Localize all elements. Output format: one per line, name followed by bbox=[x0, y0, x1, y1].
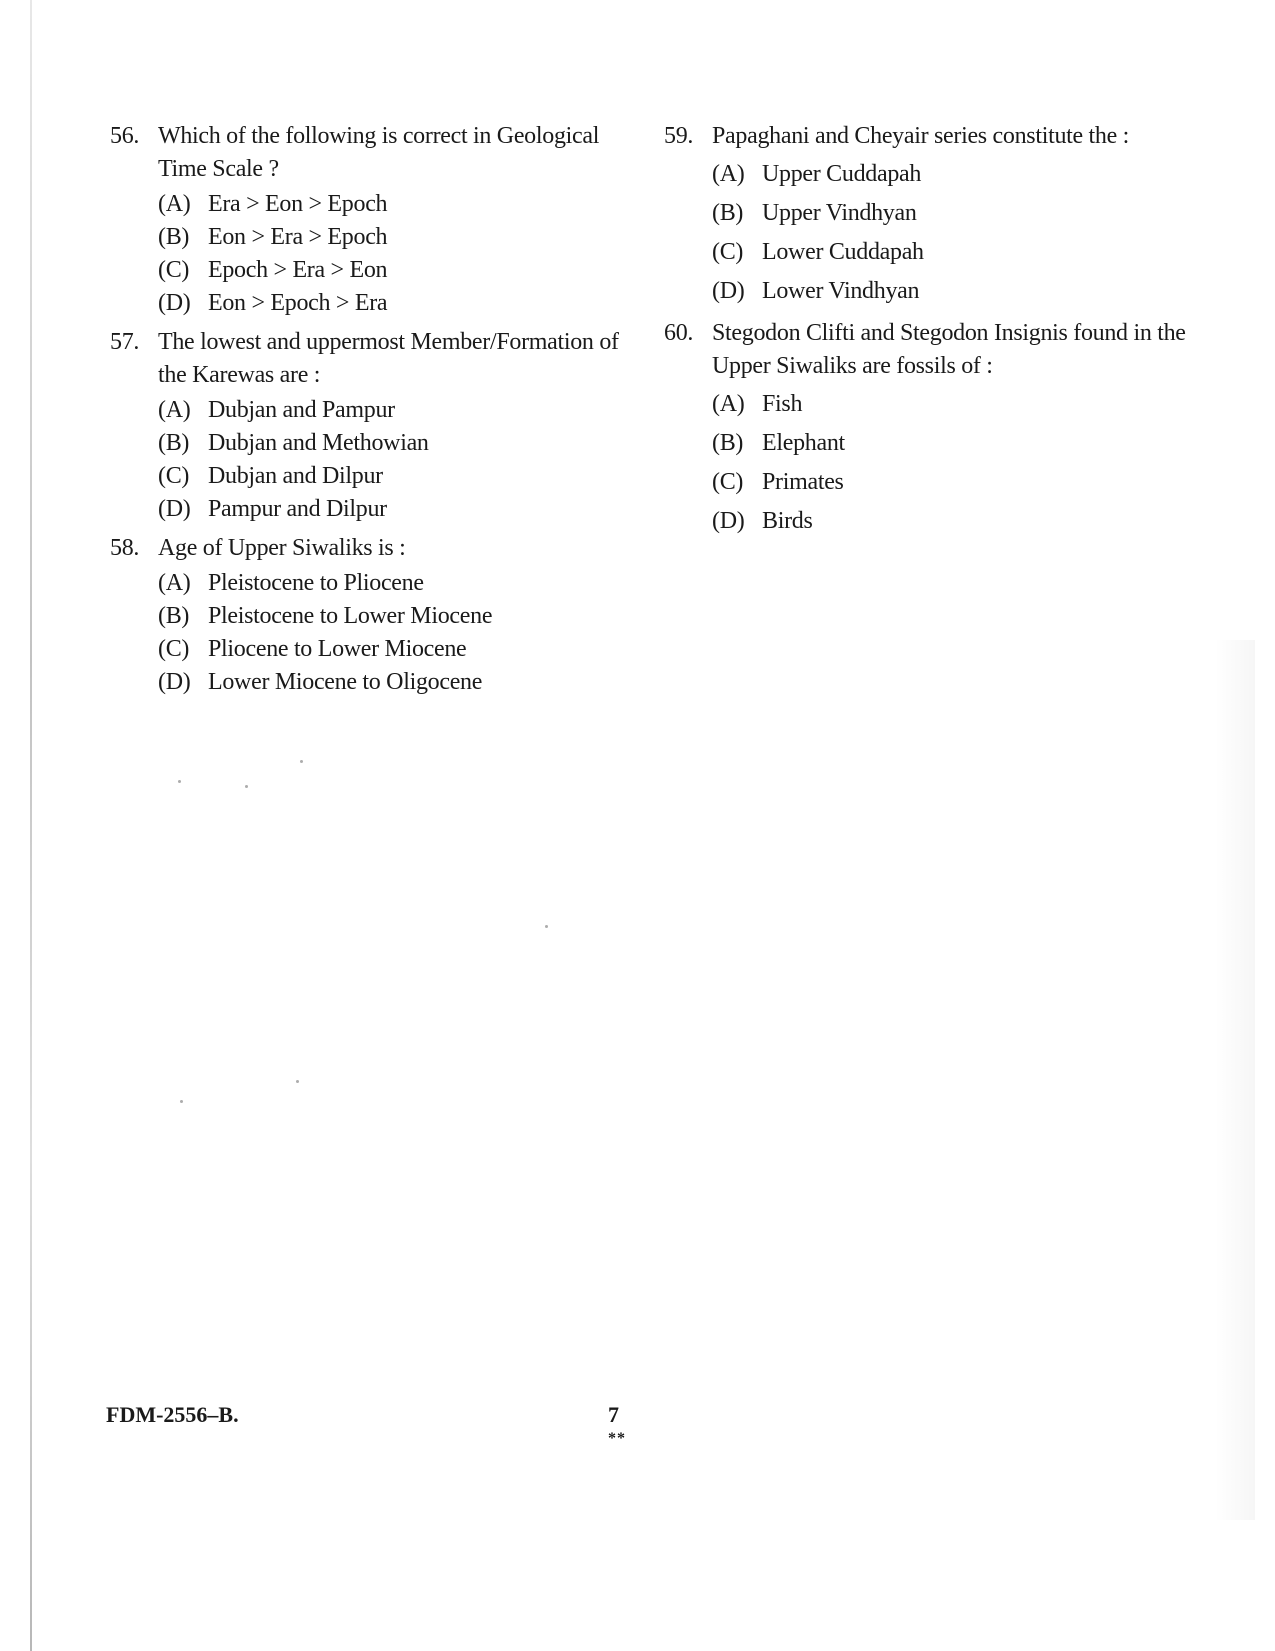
option-text: Eon > Era > Epoch bbox=[208, 224, 388, 250]
scan-speck bbox=[545, 925, 548, 928]
option-label: (D) bbox=[158, 290, 191, 316]
option-text: Upper Cuddapah bbox=[762, 161, 922, 187]
option-b bbox=[158, 221, 650, 254]
option-list bbox=[712, 155, 1204, 311]
option-d bbox=[712, 502, 1204, 541]
question-57 bbox=[110, 326, 650, 526]
question-number: 58. bbox=[110, 535, 140, 561]
option-text: Lower Miocene to Oligocene bbox=[208, 669, 483, 695]
option-d bbox=[712, 272, 1204, 311]
scan-speck bbox=[245, 785, 248, 788]
option-text: Era > Eon > Epoch bbox=[208, 191, 388, 217]
paper-code: FDM-2556–B. bbox=[106, 1402, 239, 1427]
option-list bbox=[158, 567, 650, 699]
option-list bbox=[712, 385, 1204, 541]
option-c bbox=[712, 233, 1204, 272]
option-b bbox=[158, 600, 650, 633]
scan-speck bbox=[300, 760, 303, 763]
option-d bbox=[158, 666, 650, 699]
option-a bbox=[712, 155, 1204, 194]
option-b bbox=[712, 194, 1204, 233]
option-text: Pleistocene to Lower Miocene bbox=[208, 603, 493, 629]
left-column bbox=[110, 120, 650, 705]
question-number: 56. bbox=[110, 123, 140, 149]
option-text: Upper Vindhyan bbox=[762, 200, 917, 226]
question-56 bbox=[110, 120, 650, 320]
option-label: (D) bbox=[158, 669, 191, 695]
option-text: Dubjan and Methowian bbox=[208, 430, 429, 456]
option-c bbox=[712, 463, 1204, 502]
option-text: Dubjan and Dilpur bbox=[208, 463, 383, 489]
option-text: Fish bbox=[762, 391, 803, 417]
option-text: Pampur and Dilpur bbox=[208, 496, 387, 522]
option-label: (A) bbox=[158, 397, 191, 423]
footer-stars: ** bbox=[608, 1430, 626, 1447]
question-text: Papaghani and Cheyair series constitute the : bbox=[712, 123, 1130, 149]
option-label: (B) bbox=[158, 430, 190, 456]
option-label: (B) bbox=[712, 430, 744, 456]
question-number: 60. bbox=[664, 320, 694, 346]
option-label: (D) bbox=[712, 508, 745, 534]
page-footer bbox=[106, 1402, 1166, 1462]
option-text: Lower Cuddapah bbox=[762, 239, 924, 265]
option-text: Pliocene to Lower Miocene bbox=[208, 636, 467, 662]
option-text: Elephant bbox=[762, 430, 845, 456]
right-column bbox=[664, 120, 1204, 547]
option-text: Birds bbox=[762, 508, 813, 534]
option-label: (B) bbox=[158, 603, 190, 629]
option-label: (C) bbox=[158, 463, 190, 489]
page-number: 7 bbox=[608, 1402, 619, 1427]
option-text: Pleistocene to Pliocene bbox=[208, 570, 424, 596]
option-label: (C) bbox=[158, 636, 190, 662]
question-number: 57. bbox=[110, 329, 140, 355]
option-d bbox=[158, 287, 650, 320]
question-text: Age of Upper Siwaliks is : bbox=[158, 535, 406, 561]
scan-speck bbox=[296, 1080, 299, 1083]
option-text: Primates bbox=[762, 469, 844, 495]
option-a bbox=[712, 385, 1204, 424]
option-list bbox=[158, 394, 650, 526]
question-text: Stegodon Clifti and Stegodon Insignis found in the Upper Siwaliks are fossils of : bbox=[712, 320, 1186, 379]
option-label: (A) bbox=[712, 161, 745, 187]
question-text: The lowest and uppermost Member/Formation of the Karewas are : bbox=[158, 329, 619, 388]
option-b bbox=[712, 424, 1204, 463]
scan-speck bbox=[180, 1100, 183, 1103]
option-label: (C) bbox=[712, 239, 744, 265]
scan-edge-shadow bbox=[30, 0, 32, 1651]
option-label: (B) bbox=[712, 200, 744, 226]
option-text: Epoch > Era > Eon bbox=[208, 257, 388, 283]
option-text: Dubjan and Pampur bbox=[208, 397, 395, 423]
option-label: (D) bbox=[712, 278, 745, 304]
option-b bbox=[158, 427, 650, 460]
scan-bleed-shadow bbox=[1215, 640, 1255, 1520]
option-a bbox=[158, 188, 650, 221]
option-d bbox=[158, 493, 650, 526]
option-label: (A) bbox=[158, 570, 191, 596]
question-number: 59. bbox=[664, 123, 694, 149]
option-list bbox=[158, 188, 650, 320]
option-label: (C) bbox=[712, 469, 744, 495]
scan-speck bbox=[178, 780, 181, 783]
option-text: Eon > Epoch > Era bbox=[208, 290, 388, 316]
option-c bbox=[158, 460, 650, 493]
question-60 bbox=[664, 317, 1204, 541]
option-a bbox=[158, 394, 650, 427]
question-text: Which of the following is correct in Geological Time Scale ? bbox=[158, 123, 600, 182]
option-label: (D) bbox=[158, 496, 191, 522]
option-c bbox=[158, 254, 650, 287]
option-c bbox=[158, 633, 650, 666]
option-label: (B) bbox=[158, 224, 190, 250]
option-text: Lower Vindhyan bbox=[762, 278, 920, 304]
option-label: (A) bbox=[712, 391, 745, 417]
option-a bbox=[158, 567, 650, 600]
question-58 bbox=[110, 532, 650, 699]
option-label: (A) bbox=[158, 191, 191, 217]
question-59 bbox=[664, 120, 1204, 311]
option-label: (C) bbox=[158, 257, 190, 283]
